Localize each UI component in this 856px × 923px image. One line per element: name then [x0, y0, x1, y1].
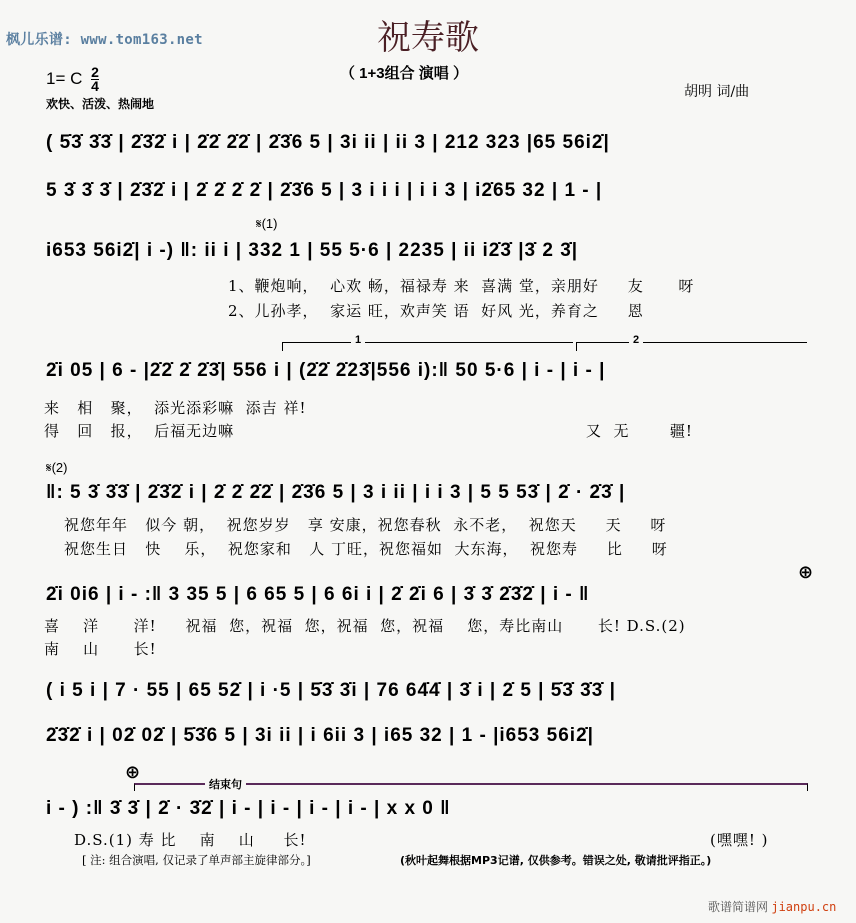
- score-row-8: 2̇3̇2̇ i | 02̇ 02̇ | 5̇3̇6 5 | 3i ii | i 6ii 3 | i65 32 | 1 - |i653 56i2̇|: [46, 725, 594, 746]
- coda-icon-2: ⊕: [125, 762, 141, 782]
- footnote-left: [ 注: 组合演唱, 仅记录了单声部主旋律部分。]: [82, 853, 311, 867]
- volta-2: 2: [576, 342, 807, 351]
- lyrics-ending: D.S.(1) 寿 比 南 山 长!: [74, 831, 307, 849]
- time-top: 2: [91, 64, 99, 80]
- lyrics-verse1-row6: 喜 洋 洋! 祝福 您，祝福 您，祝福 您，祝福 您，寿比南山 长! D.S.(2): [44, 617, 686, 635]
- tempo-marking: 欢快、活泼、热闹地: [46, 97, 155, 111]
- key: 1= C: [46, 68, 83, 88]
- time-bottom: 4: [91, 78, 99, 94]
- lyrics-verse2-row5: 祝您生日 快 乐， 祝您家和 人 丁旺，祝您福如 大东海， 祝您寿 比 呀: [64, 540, 668, 558]
- score-row-2: 5 3̇ 3̇ 3̇ | 2̇3̇2̇ i | 2̇ 2̇ 2̇ 2̇ | 2̇3̇6 5 | 3 i i i | i i 3 | i2̇65 32 | 1 - |: [46, 180, 603, 201]
- watermark: 枫儿乐谱: www.tom163.net: [6, 32, 203, 48]
- time-signature: [91, 66, 99, 93]
- footer-brand: [708, 898, 836, 915]
- composer: 胡明 词/曲: [684, 84, 750, 100]
- footer-site-name: 歌谱简谱网: [708, 900, 769, 914]
- segno-2: 𝄋(2): [46, 460, 68, 475]
- score-row-7: ( i 5 i | 7 · 55 | 65 52̇ | i ·5 | 5̇3̇ 3̇i | 76 64̇4̇ | 3̇ i | 2̇ 5 | 5̇3̇ 3̇3̇ |: [46, 680, 616, 701]
- lyrics-verse2-row6: 南 山 长!: [44, 640, 157, 658]
- segno-1: 𝄋(1): [256, 216, 278, 231]
- score-row-5: ‖: 5 3̇ 3̇3̇ | 2̇3̇2̇ i | 2̇ 2̇ 2̇2̇ | 2̇3̇6 5 | 3 i ii | i i 3 | 5 5 53̇ | 2̇ · 2̇3̇ |: [46, 482, 626, 503]
- lyrics-verse1-row5: 祝您年年 似今 朝， 祝您岁岁 享 安康，祝您春秋 永不老， 祝您天 天 呀: [64, 516, 667, 534]
- song-title: 祝寿歌: [377, 18, 479, 58]
- lyrics-verse2-row4: 得 回 报， 后福无边嘛: [44, 422, 235, 440]
- footnote-right: (秋叶起舞根据MP3记谱, 仅供参考。错误之处, 敬请批评指正。): [400, 854, 712, 867]
- score-row-3: i653 56i2̇| i -) ‖: ii i | 332 1 | 55 5·6 | 2235 | ii i2̇3̇ |3̇ 2 3̇|: [46, 240, 579, 261]
- score-row-6: 2̇i 0i6 | i - :‖ 3 35 5 | 6 65 5 | 6 6i i | 2̇ 2̇i 6 | 3̇ 3̇ 2̇3̇2̇ | i - ‖: [46, 584, 590, 605]
- lyrics-verse2-row3: 2、儿孙孝， 家运 旺，欢声笑 语 好风 光，养育之 恩: [228, 302, 644, 320]
- lyrics-verse1-row4: 来 相 聚， 添光添彩嘛 添吉 祥!: [44, 399, 307, 417]
- key-signature: [46, 66, 99, 93]
- score-row-1: ( 5̇3̇ 3̇3̇ | 2̇3̇2̇ i | 2̇2̇ 2̇2̇ | 2̇3̇6 5 | 3i ii | ii 3 | 212 323 |65 56i2̇|: [46, 132, 610, 153]
- volta-1: 1: [282, 342, 573, 351]
- lyrics-verse2-row4-end: 又 无 疆!: [586, 422, 693, 440]
- footer-site-url: jianpu.cn: [771, 900, 837, 914]
- lyrics-ending-shout: (嘿嘿! ): [710, 831, 769, 849]
- ending-bracket: 结束句: [134, 783, 808, 791]
- coda-icon: ⊕: [798, 562, 814, 582]
- score-row-9: i - ) :‖ 3̇ 3̇ | 2̇ · 3̇2̇ | i - | i - | i - | i - | x x 0 ‖: [46, 798, 451, 819]
- score-row-4: 2̇i 05 | 6 - |2̇2̇ 2̇ 2̇3̇| 556 i | (2̇2̇ 2̇23̇|556 i):‖ 50 5·6 | i - | i - |: [46, 360, 606, 381]
- lyrics-verse1-row3: 1、鞭炮响， 心欢 畅，福禄寿 来 喜满 堂，亲朋好 友 呀: [228, 277, 695, 295]
- performer: （ 1+3组合 演唱 ）: [340, 65, 468, 82]
